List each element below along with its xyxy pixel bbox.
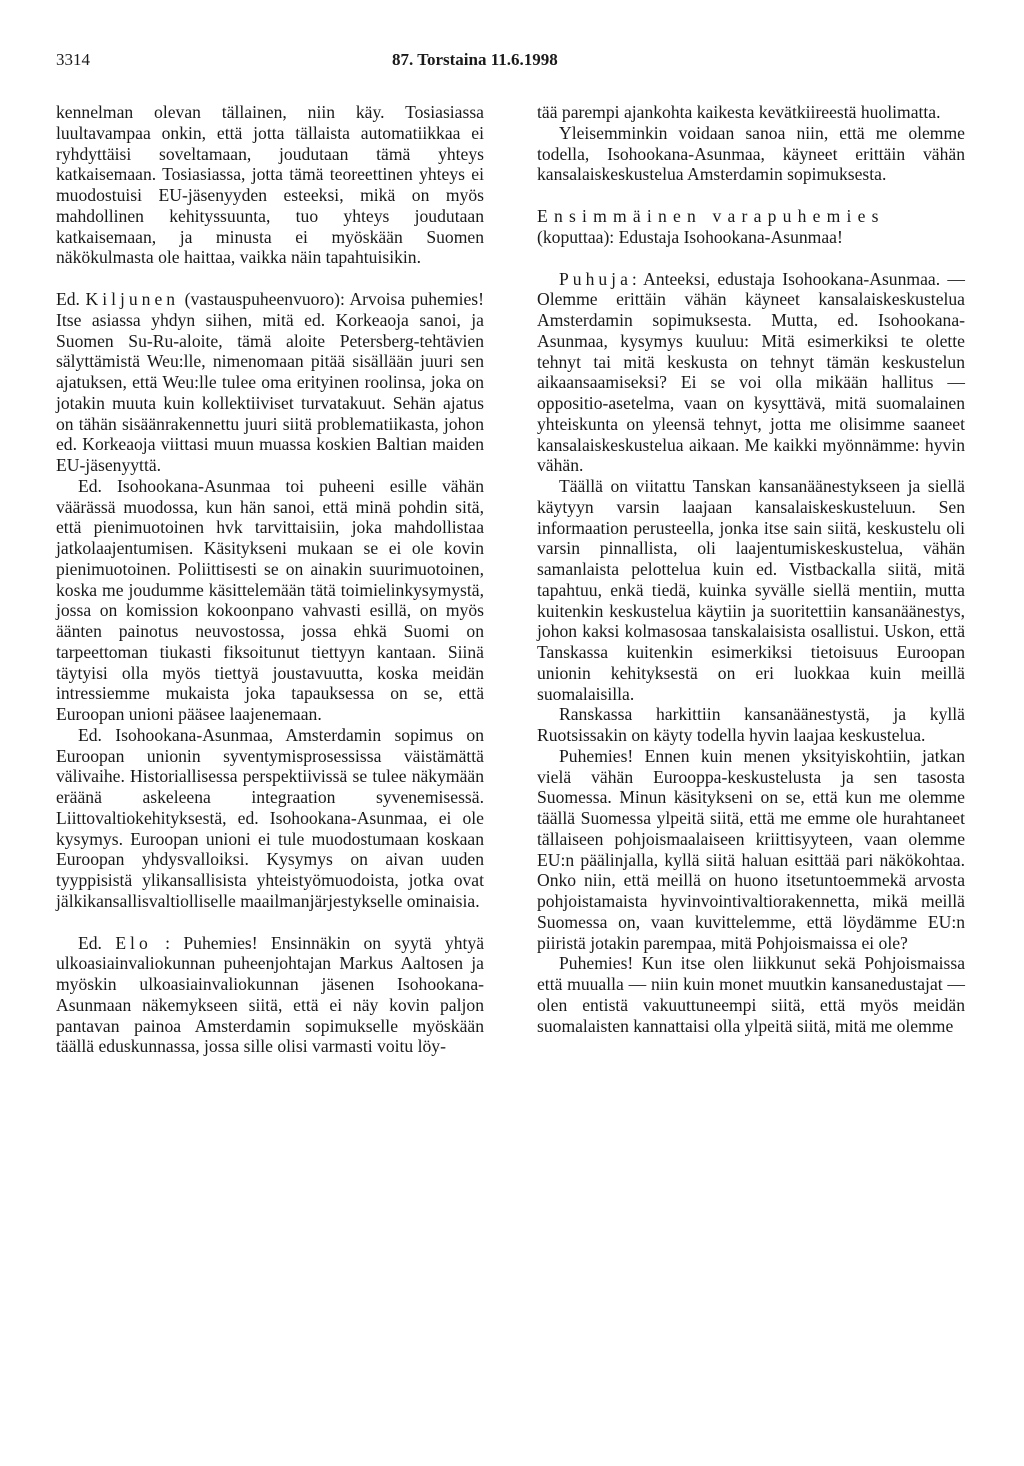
paragraph: tää parempi ajankohta kaikesta kevätkiireestä huolimatta. xyxy=(537,102,941,122)
speech-text: Anteeksi, edustaja Isohookana-Asunmaa. — Olemme erittäin vähän käyneet kansalaiskeskustelua Amsterdamin sopimuksesta. Mutta, ed. Isohookana-Asunmaa, kysymys kuuluu: Mitä esimerkiksi te olette tehnyt tai mitä keskusta on tehnyt tämän keskustelun aikaansaamiseksi? Ei se voi olla mikään hallitus — oppositio-asetelma, vaan on kysyttävä, mitä suomalainen yhteiskunta on yleensä tehnyt, jotta me olisimme saaneet kansalaiskeskustelua aikaan. Me kaikki myönnämme: hyvin vähän. xyxy=(537,268,965,476)
running-head: 87. Torstaina 11.6.1998 xyxy=(392,50,558,69)
paragraph: Ed. Isohookana-Asunmaa, Amsterdamin sopimus on Euroopan unionin syventymisprosessissa väistämättä välivaihe. Historiallisessa perspektiivissä se tulee näkymään eräänä askeleena integraation syvenemisessä. Liittovaltiokehityksestä, ed. Isohookana-Asunmaa, ei ole kysymys. Euroopan unioni ei tule muodostumaan koskaan Euroopan yhdysvalloiksi. Kysymys on aivan uuden tyyppisistä ylikansallisista yhteistyömuodoista, jotka ovat jälkikansallisvaltiolliselle maailmanjärjestykselle ominaisia. xyxy=(56,724,484,911)
paragraph: Ed. Isohookana-Asunmaa toi puheeni esille vähän väärässä muodossa, kun hän sanoi, että minä pohdin sitä, että pienimuotoinen hvk tarvittaisiin, joka mahdollistaa jatkolaajentumisen. Käsitykseni mukaan se ei ole kovin pienimuotoinen. Poliittisesti se on ainakin suurimuotoinen, koska me joudumme käsittelemään tätä toimielinkysymystä, jossa on komission kokoonpano vahvasti esillä, on myös äänten painotus neuvostossa, jossa ehkä Suomi on tarpeettoman tiukasti fiksoitunut tiettyyn kantaan. Siinä täytyisi olla myös tiettyä joustavuutta, koska meidän intressiemme mukaista joka tapauksessa on se, että Euroopan unioni pääsee laajenemaan. xyxy=(56,475,484,724)
speech-paragraph xyxy=(537,269,965,477)
paragraph: Yleisemminkin voidaan sanoa niin, että me olemme todella, Isohookana-Asunmaa, käyneet erittäin vähän kansalaiskeskustelua Amsterdamin sopimuksesta. xyxy=(537,122,965,185)
speech-paragraph xyxy=(537,206,965,248)
speech-text: (koputtaa): Edustaja Isohookana-Asunmaa! xyxy=(537,226,843,247)
speaker-colon: : xyxy=(165,932,170,953)
speech-text: Puhemies! Ensinnäkin on syytä yhtyä ulkoasiainvaliokunnan puheenjohtajan Markus Aaltosen ja myöskin ulkoasiainvaliokunnan jäsenen Isohookana-Asunmaan näkemykseen siitä, että ei näy kovin paljon pantavan painoa Amsterdamin sopimukselle myöskään täällä eduskunnassa, jossa sille olisi varmasti voitu löy- xyxy=(56,932,485,1057)
page-header xyxy=(56,50,956,74)
paragraph: Täällä on viitattu Tanskan kansanäänestykseen ja siellä käytyyn varsin laajaan kansalaiskeskusteluun. Sen informaation perusteella, jonka itse sain siitä, keskustelu oli varsin pinnallista, oli laajentumiskeskustelua, vähän samanlaista pelottelua kuin ed. Vistbackalla siitä, mitä tapahtuu, enkä tiedä, kuinka syvälle siellä mentiin, mutta kuitenkin keskustelua käytiin ja suoritettiin kansanäänestys, johon kaksi kolmasosaa tanskalaisista osallistui. Uskon, että Tanskassa kuitenkin esimerkiksi tietoisuus Euroopan unionin kehityksestä on eri luokkaa kuin meillä suomalaisilla. xyxy=(537,476,965,704)
paragraph: Puhemies! Ennen kuin menen yksityiskohtiin, jatkan vielä vähän Eurooppa-keskustelusta ja sen tasosta Suomessa. Minun käsitykseni on se, että kun me olemme täällä Suomessa ylpeitä siitä, että me emme ole hurahtaneet tällaiseen pohjoismaalaiseen kriittisyyteen, vaan olemme EU:n päälinjalla, kyllä siitä haluan esittää pari näkökohtaa. Onko niin, että meillä on huono itsetuntoemmekä arvosta pohjoistamaista hyvinvointivaltiorakennetta, mikä meillä Suomessa on, vaan kuvittelemme, että löydämme EU:n piiristä jotakin parempaa, mitä Pohjoismaissa ei ole? xyxy=(537,745,965,953)
speaker-prefix: Ed. xyxy=(78,932,102,953)
speaker-role: (vastauspuheenvuoro): xyxy=(184,289,345,309)
speech-paragraph xyxy=(56,289,484,476)
speaker-name: Puhuja xyxy=(559,268,632,289)
paragraph: Puhemies! Kun itse olen liikkunut sekä Pohjoismaissa että muualla — niin kuin monet muutkin kansanedustajat — olen entistä vakuuttuneempi siitä, että myös meidän suomalaisten kannattaisi olla ylpeitä siitä, mitä me olemme xyxy=(537,953,965,1036)
paragraph: Ranskassa harkittiin kansanäänestystä, ja kyllä Ruotsissakin on käyty todella hyvin laajaa keskustelua. xyxy=(537,704,965,745)
speech-paragraph xyxy=(56,933,484,1058)
speaker-prefix: Ed. xyxy=(56,289,80,309)
right-column xyxy=(537,102,965,1036)
speech-text: Arvoisa puhemies! Itse asiassa yhdyn siihen, mitä ed. Korkeaoja sanoi, ja Suomen Su-Ru-aloite, tämä aloite Petersberg-tehtävien sälyttämistä Weu:lle, nimenomaan pitää sisällään juuri sen ajatuksen, että Weu:lle tulee oma erityinen roolinsa, joka on jotakin muuta kuin kollektiiviset turvatakuut. Sehän ajatus on tähän sisäänrakennettu juuri siitä problematiikasta, johon ed. Korkeaoja viittasi muun muassa koskien Baltian maiden EU-jäsenyyttä. xyxy=(56,289,484,475)
speaker-name: Kiljunen xyxy=(85,289,180,309)
paragraph: kennelman olevan tällainen, niin käy. Tosiasiassa luultavampaa onkin, että jotta tällaista automatiikkaa ei ryhdyttäisi soveltamaan, joudutaan tämä yhteys katkaisemaan. Tosiasiassa, jotta tämä teoreettinen yhteys ei muodostuisi EU-jäsenyyden esteeksi, mikä on myös mahdollinen kehityssuunta, tuo yhteys joudutaan katkaisemaan, ja minusta ei myöskään Suomen näkökulmasta ole haittaa, vaikka näin tapahtuisikin. xyxy=(56,102,484,268)
speaker-name: Elo xyxy=(115,932,152,953)
page-number: 3314 xyxy=(56,50,90,69)
speaker-colon: : xyxy=(631,268,637,289)
speaker-name: Ensimmäinen varapuhemies xyxy=(537,206,885,226)
left-column xyxy=(56,102,484,1057)
